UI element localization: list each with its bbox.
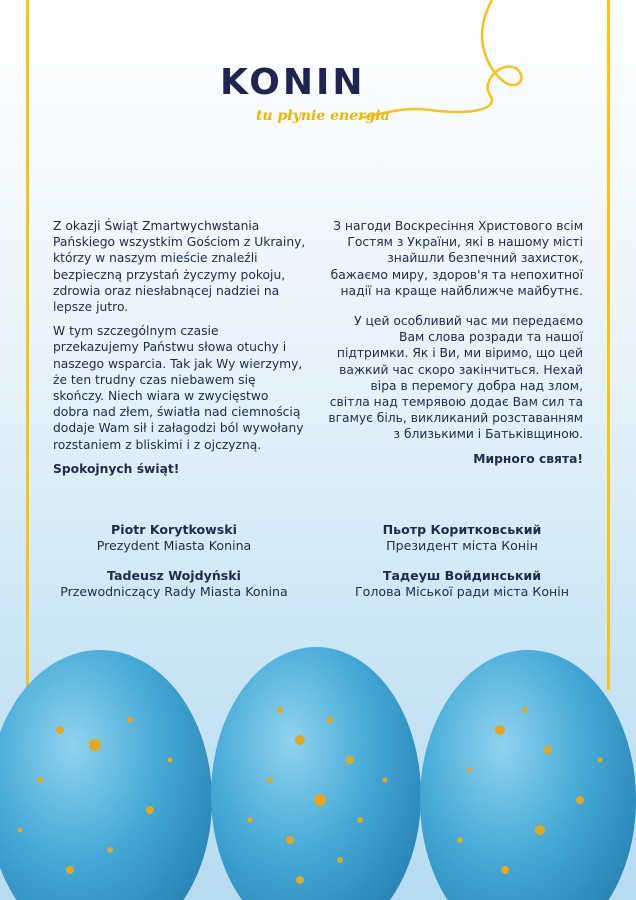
signatory-title: Prezydent Miasta Konina [96,538,252,553]
easter-egg-left [0,650,212,900]
paragraph: Z okazji Świąt Zmartwychwstania Pańskiego wszystkim Gościom z Ukrainy, którzy w naszym mieście znaleźli bezpieczną przystań życzymy pokoju, zdrowia oraz niesłabnącej nadziei na lepsze jutro. [53,219,306,315]
signature-pl-1 [34,522,314,554]
signature-ua-1 [322,522,602,554]
letter-ukrainian [327,218,583,475]
logo-wordmark: KONIN [220,62,366,103]
konin-logo [220,62,420,142]
signatory-name: Tadeusz Wojdyński [107,568,241,583]
paragraph: W tym szczególnym czasie przekazujemy Państwu słowa otuchy i naszego wsparcia. Tak jak Wy wierzymy, że ten trudny czas niebawem się skończy. Niech wiara w zwycięstwo dobra nad złem, światła nad ciemnością dodaje Wam sił i załagodzi ból wywołany rozstaniem z bliskimi i z ojczyzną. [53,324,304,452]
signatory-name: Пьотр Коритковський [382,522,542,537]
signature-pl-2 [34,568,314,600]
signatory-name: Тадеуш Войдинський [382,568,542,583]
signatory-name: Piotr Korytkowski [111,522,237,537]
easter-egg-center [211,647,421,900]
letter-polish [53,218,308,485]
easter-egg-right [420,650,636,900]
signatory-title: Голова Міської ради міста Конін [354,584,569,599]
closing-wish: Spokojnych świąt! [53,461,180,476]
signatory-title: Президент міста Конін [386,538,538,553]
easter-eggs-illustration [0,620,636,900]
signature-ua-2 [322,568,602,600]
paragraph: З нагоди Воскресіння Христового всім Гостям з України, які в нашому місті знайшли безпечний захисток, бажаємо миру, здоров'я та непохитної надії на краще найближче майбутнє. [330,219,583,298]
closing-wish: Мирного свята! [473,451,583,466]
logo-tagline: tu płynie energia [256,108,390,124]
signatory-title: Przewodniczący Rady Miasta Konina [60,584,288,599]
paragraph: У цей особливий час ми передаємо Вам слова розради та нашої підтримки. Як і Ви, ми віримо, що цей важкий час скоро закінчиться. Нехай віра в перемогу добра над злом, світла над темрявою додає Вам сил та вгамує біль, викликаний розставанням з близькими і Батьківщиною. [328,314,583,442]
